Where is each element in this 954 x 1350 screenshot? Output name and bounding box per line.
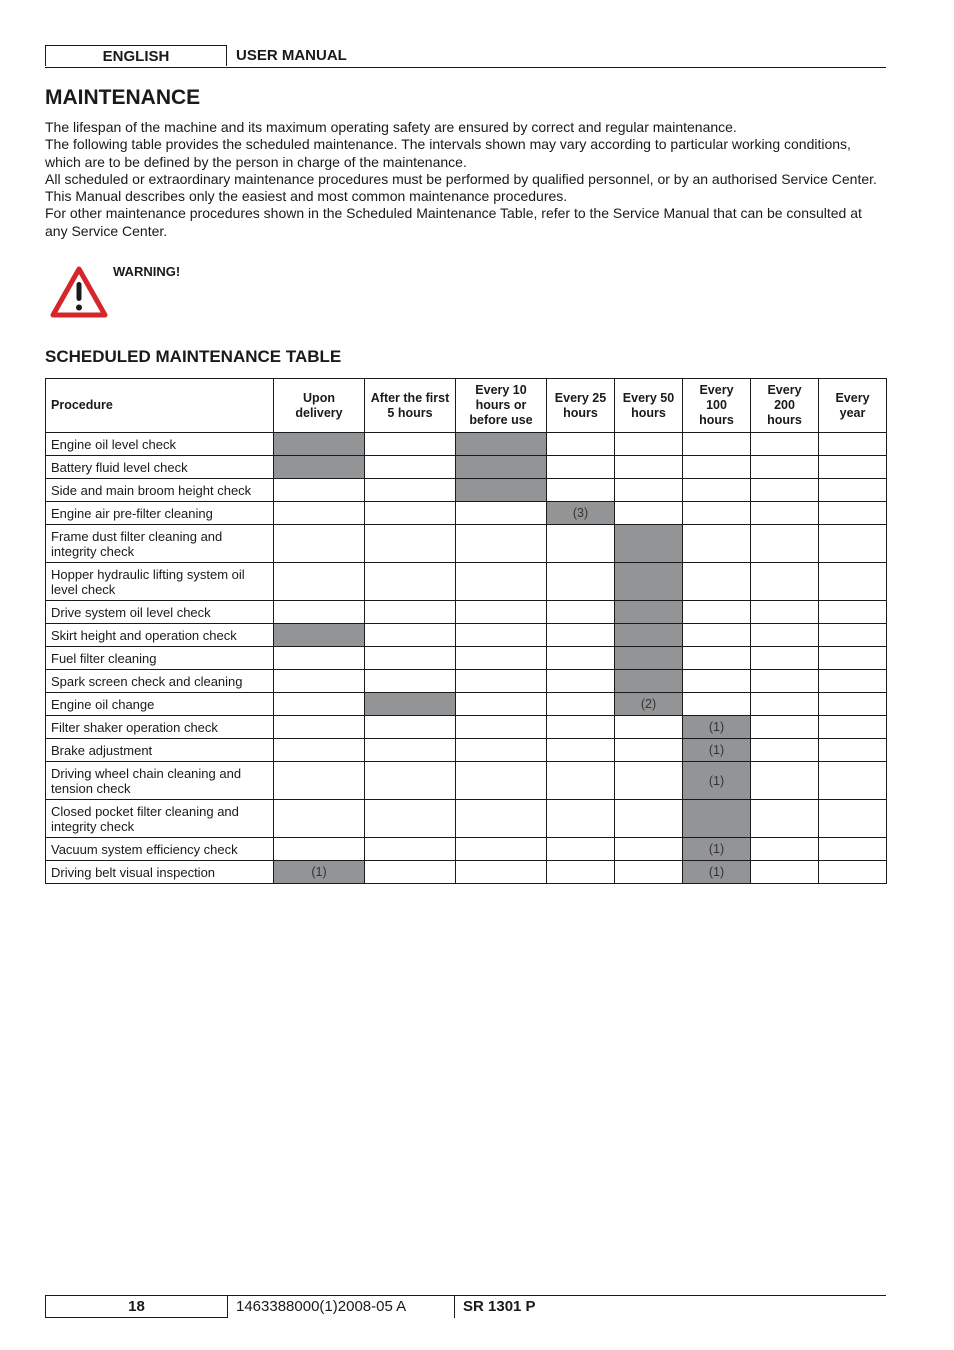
procedure-name: Drive system oil level check: [46, 601, 274, 624]
table-row: [46, 563, 887, 601]
table-row: [46, 525, 887, 563]
procedure-name: Vacuum system efficiency check: [46, 838, 274, 861]
table-row: [46, 502, 887, 525]
procedure-name: Side and main broom height check: [46, 479, 274, 502]
intro-paragraph: For other maintenance procedures shown in the Scheduled Maintenance Table, refer to the Service Manual that can be consulted at any Service Center.: [45, 205, 862, 239]
schedule-cell: [615, 624, 683, 647]
schedule-cell: [456, 693, 547, 716]
schedule-cell: [615, 647, 683, 670]
schedule-cell: [819, 624, 887, 647]
schedule-cell: [547, 838, 615, 861]
schedule-cell: [365, 693, 456, 716]
schedule-cell: [751, 563, 819, 601]
schedule-cell: [365, 624, 456, 647]
schedule-cell: [615, 716, 683, 739]
schedule-cell: [456, 624, 547, 647]
schedule-cell: [819, 647, 887, 670]
schedule-cell: [819, 861, 887, 884]
schedule-cell: [274, 647, 365, 670]
schedule-cell: [819, 762, 887, 800]
intro-paragraph: This Manual describes only the easiest and most common maintenance procedures.: [45, 188, 568, 205]
schedule-cell: [819, 739, 887, 762]
schedule-cell: [751, 693, 819, 716]
language-label: ENGLISH: [45, 45, 227, 66]
schedule-cell: [751, 838, 819, 861]
schedule-cell: [456, 502, 547, 525]
schedule-cell: [683, 601, 751, 624]
column-header-every-100-hours: Every 100 hours: [683, 379, 751, 433]
column-header-every-50-hours: Every 50 hours: [615, 379, 683, 433]
schedule-cell: [683, 647, 751, 670]
schedule-cell: [819, 433, 887, 456]
schedule-cell: [456, 800, 547, 838]
schedule-cell: [274, 800, 365, 838]
table-header-row: [46, 379, 887, 433]
procedure-name: Engine oil change: [46, 693, 274, 716]
table-row: [46, 601, 887, 624]
schedule-cell: [751, 647, 819, 670]
schedule-cell: [547, 433, 615, 456]
schedule-cell: [274, 601, 365, 624]
schedule-cell: [615, 563, 683, 601]
column-header-upon-delivery: Upon delivery: [274, 379, 365, 433]
schedule-cell: (1): [683, 716, 751, 739]
schedule-cell: [683, 433, 751, 456]
schedule-cell: [365, 563, 456, 601]
schedule-cell: [365, 739, 456, 762]
schedule-cell: [365, 716, 456, 739]
schedule-cell: [456, 739, 547, 762]
table-row: [46, 838, 887, 861]
intro-paragraph: All scheduled or extraordinary maintenance procedures must be performed by qualified personnel, or by an authorised Service Center.: [45, 170, 877, 187]
column-header-every-25-hours: Every 25 hours: [547, 379, 615, 433]
schedule-cell: [274, 838, 365, 861]
schedule-cell: [547, 563, 615, 601]
schedule-cell: [819, 525, 887, 563]
warning-triangle-icon: [50, 266, 108, 318]
schedule-cell: (1): [274, 861, 365, 884]
intro-text: [45, 119, 886, 240]
schedule-cell: [615, 433, 683, 456]
intro-paragraph: The following table provides the scheduled maintenance. The intervals shown may vary according to particular working conditions, which are to be defined by the person in charge of the maintenance.: [45, 136, 851, 170]
schedule-cell: [683, 525, 751, 563]
schedule-cell: [751, 456, 819, 479]
schedule-cell: [456, 456, 547, 479]
model-name: SR 1301 P: [463, 1298, 536, 1315]
schedule-cell: [456, 525, 547, 563]
schedule-cell: [456, 563, 547, 601]
schedule-cell: [819, 502, 887, 525]
schedule-cell: [547, 479, 615, 502]
schedule-cell: [456, 433, 547, 456]
schedule-cell: [365, 525, 456, 563]
maintenance-table: [45, 378, 887, 884]
schedule-cell: [819, 693, 887, 716]
schedule-cell: [547, 739, 615, 762]
table-row: [46, 624, 887, 647]
schedule-cell: [751, 601, 819, 624]
schedule-cell: [819, 800, 887, 838]
schedule-cell: (1): [683, 762, 751, 800]
schedule-cell: [819, 601, 887, 624]
procedure-name: Frame dust filter cleaning and integrity check: [46, 525, 274, 563]
procedure-name: Brake adjustment: [46, 739, 274, 762]
schedule-cell: [547, 670, 615, 693]
schedule-cell: [615, 838, 683, 861]
schedule-cell: [456, 716, 547, 739]
procedure-name: Battery fluid level check: [46, 456, 274, 479]
procedure-name: Driving belt visual inspection: [46, 861, 274, 884]
schedule-cell: [547, 525, 615, 563]
column-header-every-10-hours: Every 10 hours or before use: [456, 379, 547, 433]
schedule-cell: [456, 647, 547, 670]
schedule-cell: [751, 716, 819, 739]
schedule-cell: [365, 800, 456, 838]
schedule-cell: [274, 624, 365, 647]
page-footer: [45, 1295, 886, 1318]
warning-label: WARNING!: [113, 264, 181, 279]
intro-paragraph: The lifespan of the machine and its maximum operating safety are ensured by correct and regular maintenance.: [45, 119, 737, 135]
schedule-cell: [547, 456, 615, 479]
procedure-name: Driving wheel chain cleaning and tension check: [46, 762, 274, 800]
schedule-cell: [274, 525, 365, 563]
page-number: 18: [45, 1296, 228, 1318]
schedule-cell: [683, 456, 751, 479]
table-row: [46, 716, 887, 739]
table-row: [46, 479, 887, 502]
schedule-cell: [274, 433, 365, 456]
schedule-cell: [456, 670, 547, 693]
schedule-cell: [365, 838, 456, 861]
schedule-cell: [547, 624, 615, 647]
schedule-cell: [365, 479, 456, 502]
schedule-cell: [365, 762, 456, 800]
table-row: [46, 670, 887, 693]
schedule-cell: [683, 502, 751, 525]
schedule-cell: [615, 670, 683, 693]
schedule-cell: [365, 861, 456, 884]
table-row: [46, 800, 887, 838]
schedule-cell: [683, 800, 751, 838]
table-row: [46, 647, 887, 670]
table-row: [46, 456, 887, 479]
table-row: [46, 762, 887, 800]
schedule-cell: [274, 670, 365, 693]
schedule-cell: [683, 563, 751, 601]
schedule-cell: [456, 861, 547, 884]
schedule-cell: [683, 693, 751, 716]
procedure-name: Spark screen check and cleaning: [46, 670, 274, 693]
table-row: [46, 861, 887, 884]
schedule-cell: [615, 456, 683, 479]
schedule-cell: [615, 739, 683, 762]
schedule-cell: [819, 716, 887, 739]
schedule-cell: [547, 693, 615, 716]
schedule-cell: [274, 479, 365, 502]
schedule-cell: [365, 647, 456, 670]
page-title: MAINTENANCE: [45, 86, 201, 109]
schedule-cell: [751, 861, 819, 884]
schedule-cell: [751, 433, 819, 456]
schedule-cell: (3): [547, 502, 615, 525]
schedule-cell: [819, 563, 887, 601]
schedule-cell: [547, 601, 615, 624]
schedule-cell: [615, 800, 683, 838]
schedule-cell: [819, 670, 887, 693]
column-header-every-200-hours: Every 200 hours: [751, 379, 819, 433]
schedule-cell: [751, 762, 819, 800]
schedule-cell: [751, 502, 819, 525]
procedure-name: Engine oil level check: [46, 433, 274, 456]
table-title: SCHEDULED MAINTENANCE TABLE: [45, 347, 342, 366]
schedule-cell: [365, 433, 456, 456]
schedule-cell: (1): [683, 838, 751, 861]
schedule-cell: [274, 693, 365, 716]
schedule-cell: [615, 479, 683, 502]
procedure-name: Engine air pre-filter cleaning: [46, 502, 274, 525]
column-header-every-year: Every year: [819, 379, 887, 433]
schedule-cell: [274, 563, 365, 601]
schedule-cell: [274, 716, 365, 739]
schedule-cell: [274, 739, 365, 762]
schedule-cell: (1): [683, 739, 751, 762]
schedule-cell: [365, 601, 456, 624]
schedule-cell: [456, 601, 547, 624]
schedule-cell: [547, 762, 615, 800]
schedule-cell: [365, 456, 456, 479]
schedule-cell: [456, 479, 547, 502]
schedule-cell: [683, 670, 751, 693]
schedule-cell: [751, 670, 819, 693]
footer-divider: [454, 1296, 455, 1318]
schedule-cell: [456, 838, 547, 861]
schedule-cell: [365, 670, 456, 693]
procedure-name: Skirt height and operation check: [46, 624, 274, 647]
schedule-cell: [615, 502, 683, 525]
schedule-cell: [751, 525, 819, 563]
procedure-name: Fuel filter cleaning: [46, 647, 274, 670]
schedule-cell: (1): [683, 861, 751, 884]
schedule-cell: [819, 479, 887, 502]
schedule-cell: (2): [615, 693, 683, 716]
manual-label: USER MANUAL: [236, 47, 347, 64]
table-row: [46, 739, 887, 762]
column-header-procedure: Procedure: [46, 379, 274, 433]
procedure-name: Hopper hydraulic lifting system oil level check: [46, 563, 274, 601]
schedule-cell: [547, 800, 615, 838]
page-header: [45, 45, 886, 68]
schedule-cell: [683, 624, 751, 647]
schedule-cell: [615, 861, 683, 884]
schedule-cell: [819, 456, 887, 479]
procedure-name: Closed pocket filter cleaning and integrity check: [46, 800, 274, 838]
column-header-first-5-hours: After the first 5 hours: [365, 379, 456, 433]
schedule-cell: [456, 762, 547, 800]
schedule-cell: [547, 716, 615, 739]
schedule-cell: [751, 624, 819, 647]
table-row: [46, 433, 887, 456]
schedule-cell: [751, 800, 819, 838]
procedure-name: Filter shaker operation check: [46, 716, 274, 739]
document-number: 1463388000(1)2008-05 A: [236, 1298, 407, 1315]
schedule-cell: [751, 739, 819, 762]
schedule-cell: [274, 762, 365, 800]
schedule-cell: [683, 479, 751, 502]
schedule-cell: [547, 861, 615, 884]
schedule-cell: [615, 762, 683, 800]
schedule-cell: [615, 525, 683, 563]
schedule-cell: [615, 601, 683, 624]
schedule-cell: [751, 479, 819, 502]
schedule-cell: [547, 647, 615, 670]
schedule-cell: [274, 502, 365, 525]
schedule-cell: [819, 838, 887, 861]
table-row: [46, 693, 887, 716]
schedule-cell: [274, 456, 365, 479]
schedule-cell: [365, 502, 456, 525]
